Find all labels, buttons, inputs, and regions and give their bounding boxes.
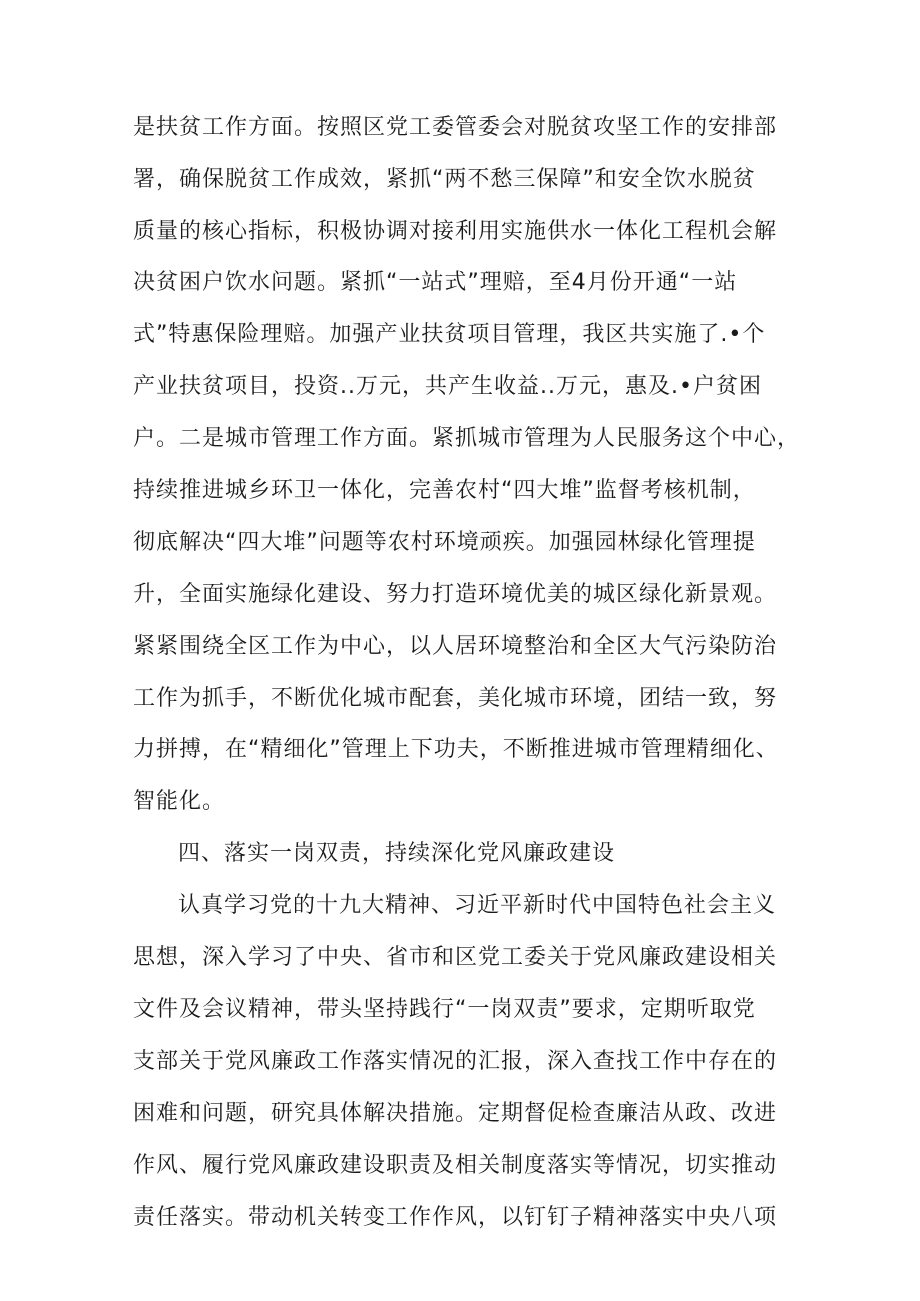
paragraph-2-line-1: 认真学习党的十九大精神、习近平新时代中国特色社会主义: [178, 893, 777, 918]
section-heading: 四、落实一岗双责，持续深化党风廉政建设: [178, 841, 616, 866]
paragraph-1-line-4: 决贫困户饮水问题。紧抓“一站式”理赔，至4月份开通“一站: [133, 270, 738, 295]
paragraph-1-line-3: 质量的核心指标，积极协调对接利用实施供水一体化工程机会解: [133, 219, 778, 244]
paragraph-2-line-3: 文件及会议精神，带头坚持践行“一岗双责”要求，定期听取党: [133, 997, 756, 1022]
paragraph-1-line-5: 式”特惠保险理赔。加强产业扶贫项目管理，我区共实施了.•个: [133, 322, 766, 347]
paragraph-1-line-11: 紧紧围绕全区工作为中心，以人居环境整治和全区大气污染防治: [133, 634, 778, 659]
paragraph-1-line-12: 工作为抓手，不断优化城市配套，美化城市环境，团结一致，努: [133, 686, 778, 711]
paragraph-1-line-9: 彻底解决“四大堆”问题等农村环境顽疾。加强园林绿化管理提: [133, 530, 756, 555]
paragraph-2-line-2: 思想，深入学习了中央、省市和区党工委关于党风廉政建设相关: [133, 945, 778, 970]
paragraph-1-line-2: 署，确保脱贫工作成效，紧抓“两不愁三保障”和安全饮水脱贫: [133, 167, 756, 192]
paragraph-1-line-7: 户。二是城市管理工作方面。紧抓城市管理为人民服务这个中心，: [133, 426, 801, 451]
paragraph-1-line-6: 产业扶贫项目，投资..万元，共产生收益..万元，惠及.•户贫困: [133, 374, 762, 399]
paragraph-1-line-1: 是扶贫工作方面。按照区党工委管委会对脱贫攻坚工作的安排部: [133, 115, 778, 140]
paragraph-1-line-10: 升，全面实施绿化建设、努力打造环境优美的城区绿化新景观。: [133, 582, 778, 607]
paragraph-1-line-8: 持续推进城乡环卫一体化，完善农村“四大堆”监督考核机制，: [133, 478, 756, 503]
paragraph-1-line-13: 力拼搏，在“精细化”管理上下功夫，不断推进城市管理精细化、: [133, 737, 779, 762]
paragraph-2-line-4: 支部关于党风廉政工作落实情况的汇报，深入查找工作中存在的: [133, 1049, 778, 1074]
paragraph-2-line-6: 作风、履行党风廉政建设职责及相关制度落实等情况，切实推动: [133, 1153, 778, 1178]
paragraph-2-line-5: 困难和问题，研究具体解决措施。定期督促检查廉洁从政、改进: [133, 1101, 778, 1126]
paragraph-1-line-14: 智能化。: [133, 789, 226, 814]
paragraph-2-line-7: 责任落实。带动机关转变工作作风，以钉钉子精神落实中央八项: [133, 1205, 778, 1230]
